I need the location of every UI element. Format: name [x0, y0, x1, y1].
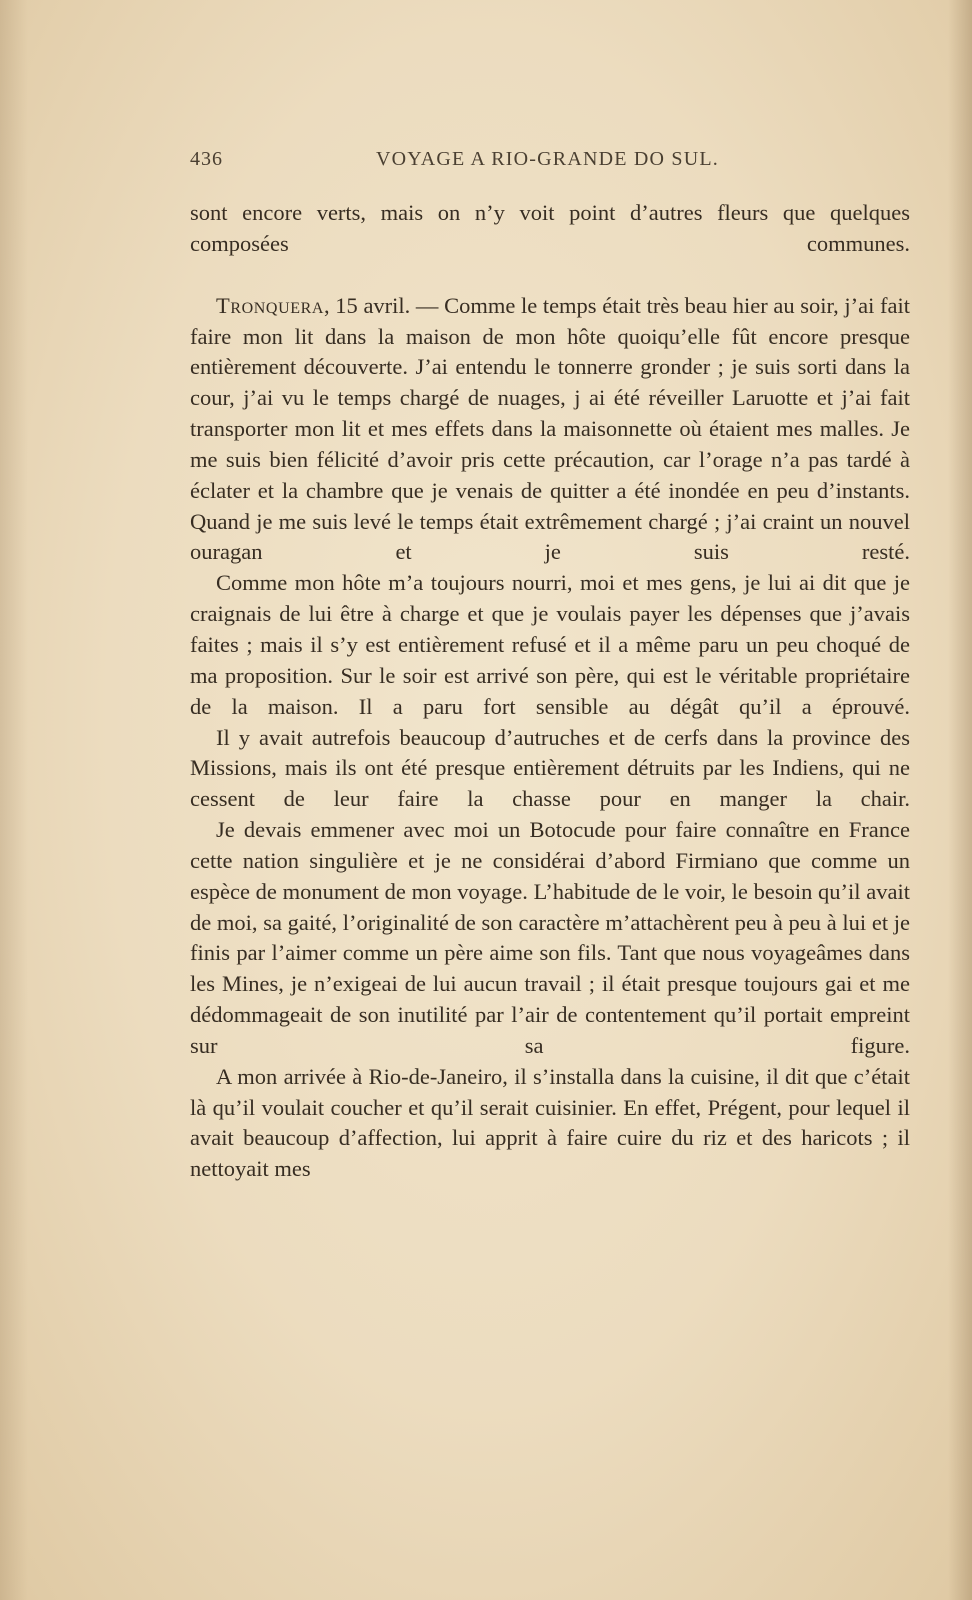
paragraph-autruches — [190, 723, 910, 816]
paragraph-rio — [190, 1062, 910, 1185]
paragraph-text: Je devais emmener avec moi un Botocude pour faire connaître en France cette nation singulière et je ne considérai d’abord Firmiano que comme un espèce de monument de mon voyage. L’habitude de le voir, le besoin qu’il avait de moi, sa gaité, l’originalité de son caractère m’attachèrent peu à peu à lui et je finis par l’aimer comme un père aime son fils. Tant que nous voyageâmes dans les Mines, je n’exigeai de lui aucun travail ; il était presque toujours gai et me dédommageait de son inutilité par l’air de contentement qu’il portait empreint sur sa figure. — [190, 817, 910, 1058]
place-name: Tronquera — [216, 292, 325, 318]
paragraph-text: A mon arrivée à Rio-de-Janeiro, il s’installa dans la cuisine, il dit que c’était là qu’il voulait coucher et qu’il serait cuisinier. En effet, Prégent, pour lequel il avait beaucoup d’affection, lui apprit à faire cuire du riz et des haricots ; il nettoyait mes — [190, 1063, 910, 1182]
right-page-shadow — [948, 0, 972, 1600]
left-page-shadow — [0, 0, 28, 1600]
paragraph-tronquera — [190, 291, 910, 569]
paragraph-hote — [190, 568, 910, 722]
paragraph-text: , 15 avril. — Comme le temps était très beau hier au soir, j’ai fait faire mon lit dans la maison de mon hôte quoiqu’elle fût encore presque entièrement découverte. J’ai entendu le tonnerre gronder ; je suis sorti dans la cour, j’ai vu le temps chargé de nuages, j ai été réveiller Laruotte et j’ai fait transporter mon lit et mes effets dans la maisonnette où étaient mes malles. Je me suis bien félicité d’avoir pris cette précaution, car l’orage n’a pas tardé à éclater et la chambre que je venais de quitter a été inondée en peu d’instants. Quand je me suis levé le temps était extrêmement chargé ; j’ai craint un nouvel ouragan et je suis resté. — [190, 292, 910, 565]
paragraph-text: sont encore verts, mais on n’y voit point d’autres fleurs que quelques composées communes. — [190, 200, 910, 256]
running-header — [190, 148, 730, 172]
paragraph-fleurs — [190, 198, 910, 260]
running-title: VOYAGE A RIO-GRANDE DO SUL. — [376, 148, 719, 170]
page-number: 436 — [190, 148, 223, 170]
paragraph-text: Comme mon hôte m’a toujours nourri, moi et mes gens, je lui ai dit que je craignais de lui être à charge et que je voulais payer les dépenses que j’avais faites ; mais il s’y est entièrement refusé et il a même paru un peu choqué de ma proposition. Sur le soir est arrivé son père, qui est le véritable propriétaire de la maison. Il a paru fort sensible au dégât qu’il a éprouvé. — [190, 570, 910, 719]
paragraph-botocude — [190, 815, 910, 1062]
main-text — [190, 198, 910, 1185]
paragraph-text: Il y avait autrefois beaucoup d’autruches et de cerfs dans la province des Missions, mais ils ont été presque entièrement détruits par les Indiens, qui ne cessent de leur faire la chasse pour en manger la chair. — [190, 724, 910, 812]
